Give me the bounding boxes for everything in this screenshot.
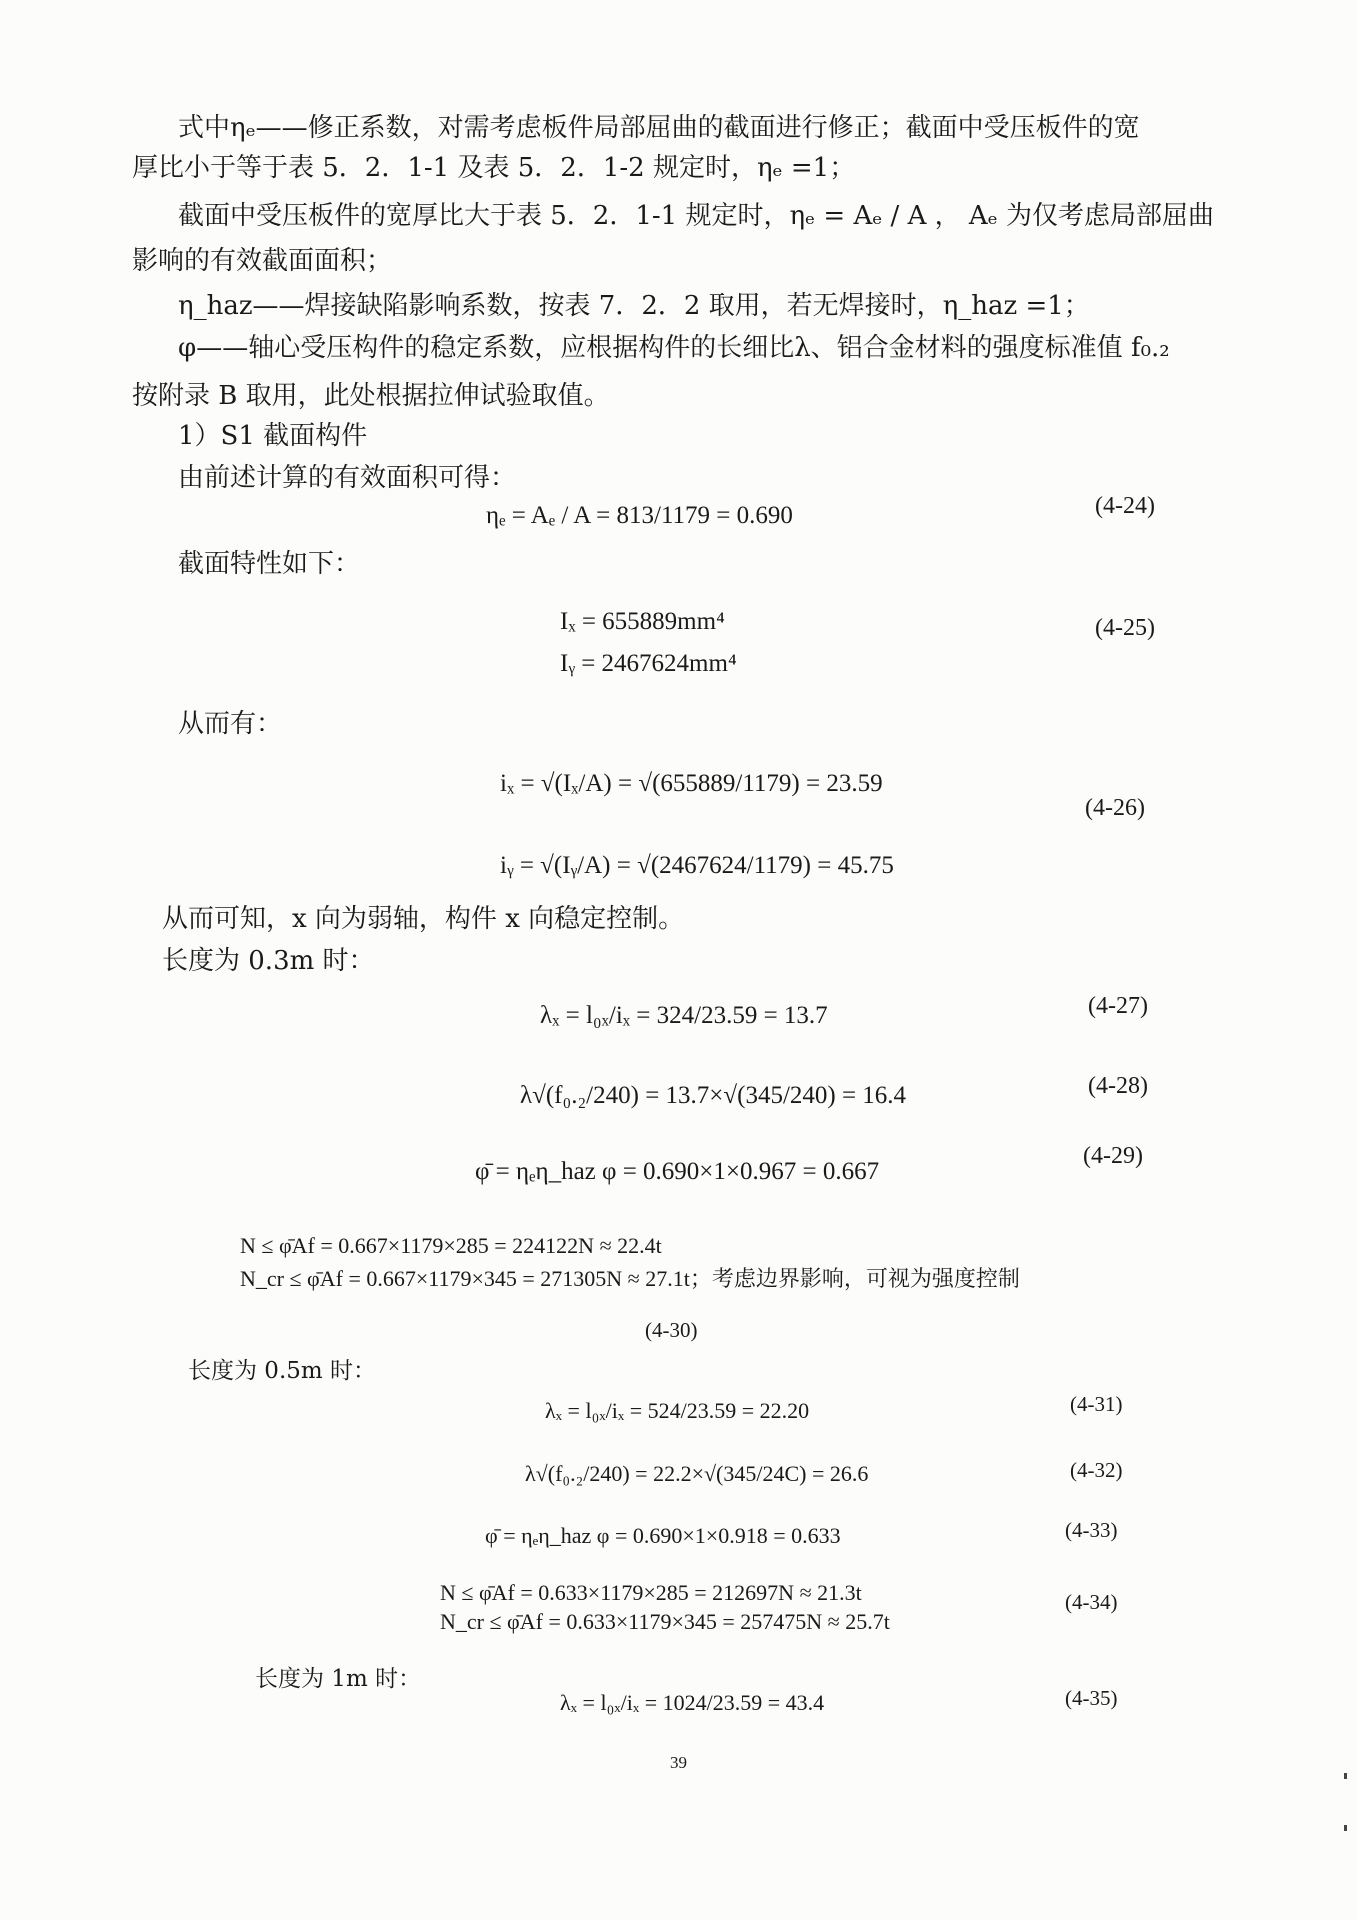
equation-number: (4-28) <box>1088 1073 1148 1099</box>
intro-line-1: 式中ηₑ——修正系数，对需考虑板件局部屈曲的截面进行修正；截面中受压板件的宽 <box>178 113 1140 143</box>
equation-4-24: ηₑ = Aₑ / A = 813/1179 = 0.690 <box>486 502 793 529</box>
equation-number: (4-29) <box>1083 1143 1143 1169</box>
page-number: 39 <box>670 1753 687 1772</box>
equation-4-26b: iᵧ = √(Iᵧ/A) = √(2467624/1179) = 45.75 <box>500 852 894 879</box>
equation-4-26a: iₓ = √(Iₓ/A) = √(655889/1179) = 23.59 <box>500 770 883 797</box>
section-properties-label: 截面特性如下： <box>178 549 361 579</box>
intro-line-2: 厚比小于等于表 5．2．1-1 及表 5．2．1-2 规定时，ηₑ =1； <box>132 153 856 183</box>
length-0-3m: 长度为 0.3m 时： <box>162 946 375 976</box>
equation-number: (4-26) <box>1085 795 1145 821</box>
intro-line-5: η_haz——焊接缺陷影响系数，按表 7．2．2 取用，若无焊接时，η_haz =1； <box>178 291 1090 321</box>
section-heading: 1）S1 截面构件 <box>178 421 368 451</box>
intro-line-7: 按附录 B 取用，此处根据拉伸试验取值。 <box>132 381 610 411</box>
equation-4-25b: Iᵧ = 2467624mm⁴ <box>560 650 737 677</box>
weak-axis-note: 从而可知，x 向为弱轴，构件 x 向稳定控制。 <box>162 904 685 934</box>
equation-4-33: φ̄ = ηₑη_haz φ = 0.690×1×0.918 = 0.633 <box>485 1523 841 1548</box>
equation-number: (4-27) <box>1088 993 1148 1019</box>
equation-4-30b: N_cr ≤ φ̄Af = 0.667×1179×345 = 271305N ≈ 27.1t；考虑边界影响，可视为强度控制 <box>240 1266 1020 1291</box>
length-0-5m: 长度为 0.5m 时： <box>188 1358 377 1384</box>
equation-number: (4-24) <box>1095 493 1155 519</box>
equation-number: (4-30) <box>645 1318 698 1342</box>
equation-number: (4-35) <box>1065 1686 1118 1710</box>
scan-speck <box>1344 1773 1347 1779</box>
equation-number: (4-33) <box>1065 1518 1118 1542</box>
equation-4-29: φ̄ = ηₑη_haz φ = 0.690×1×0.967 = 0.667 <box>475 1158 880 1185</box>
equation-4-35: λₓ = l₀ₓ/iₓ = 1024/23.59 = 43.4 <box>560 1690 825 1715</box>
scan-speck <box>1344 1825 1347 1831</box>
intro-line-4: 影响的有效截面面积； <box>132 246 393 276</box>
equation-4-30a: N ≤ φ̄Af = 0.667×1179×285 = 224122N ≈ 22.4t <box>240 1233 662 1258</box>
intro-line-3: 截面中受压板件的宽厚比大于表 5．2．1-1 规定时，ηₑ = Aₑ / A ， Aₑ 为仅考虑局部屈曲 <box>178 201 1214 231</box>
equation-number: (4-32) <box>1070 1458 1123 1482</box>
equation-4-25a: Iₓ = 655889mm⁴ <box>560 608 725 635</box>
equation-4-34a: N ≤ φ̄Af = 0.633×1179×285 = 212697N ≈ 21.3t <box>440 1580 862 1605</box>
equation-4-27: λₓ = l₀ₓ/iₓ = 324/23.59 = 13.7 <box>540 1002 828 1029</box>
equation-4-28: λ√(f₀.₂/240) = 13.7×√(345/240) = 16.4 <box>520 1082 907 1109</box>
intro-line-6: φ——轴心受压构件的稳定系数，应根据构件的长细比λ、铝合金材料的强度标准值 f₀.₂ <box>178 333 1170 363</box>
equation-number: (4-25) <box>1095 615 1155 641</box>
equation-number: (4-31) <box>1070 1392 1123 1416</box>
length-1m: 长度为 1m 时： <box>255 1666 422 1692</box>
thus-label: 从而有： <box>178 709 283 739</box>
equation-4-32: λ√(f₀.₂/240) = 22.2×√(345/24C) = 26.6 <box>525 1461 869 1486</box>
section-lead: 由前述计算的有效面积可得： <box>178 463 517 493</box>
equation-4-31: λₓ = l₀ₓ/iₓ = 524/23.59 = 22.20 <box>545 1398 810 1423</box>
equation-4-34b: N_cr ≤ φ̄Af = 0.633×1179×345 = 257475N ≈ 25.7t <box>440 1609 890 1634</box>
equation-number: (4-34) <box>1065 1590 1118 1614</box>
